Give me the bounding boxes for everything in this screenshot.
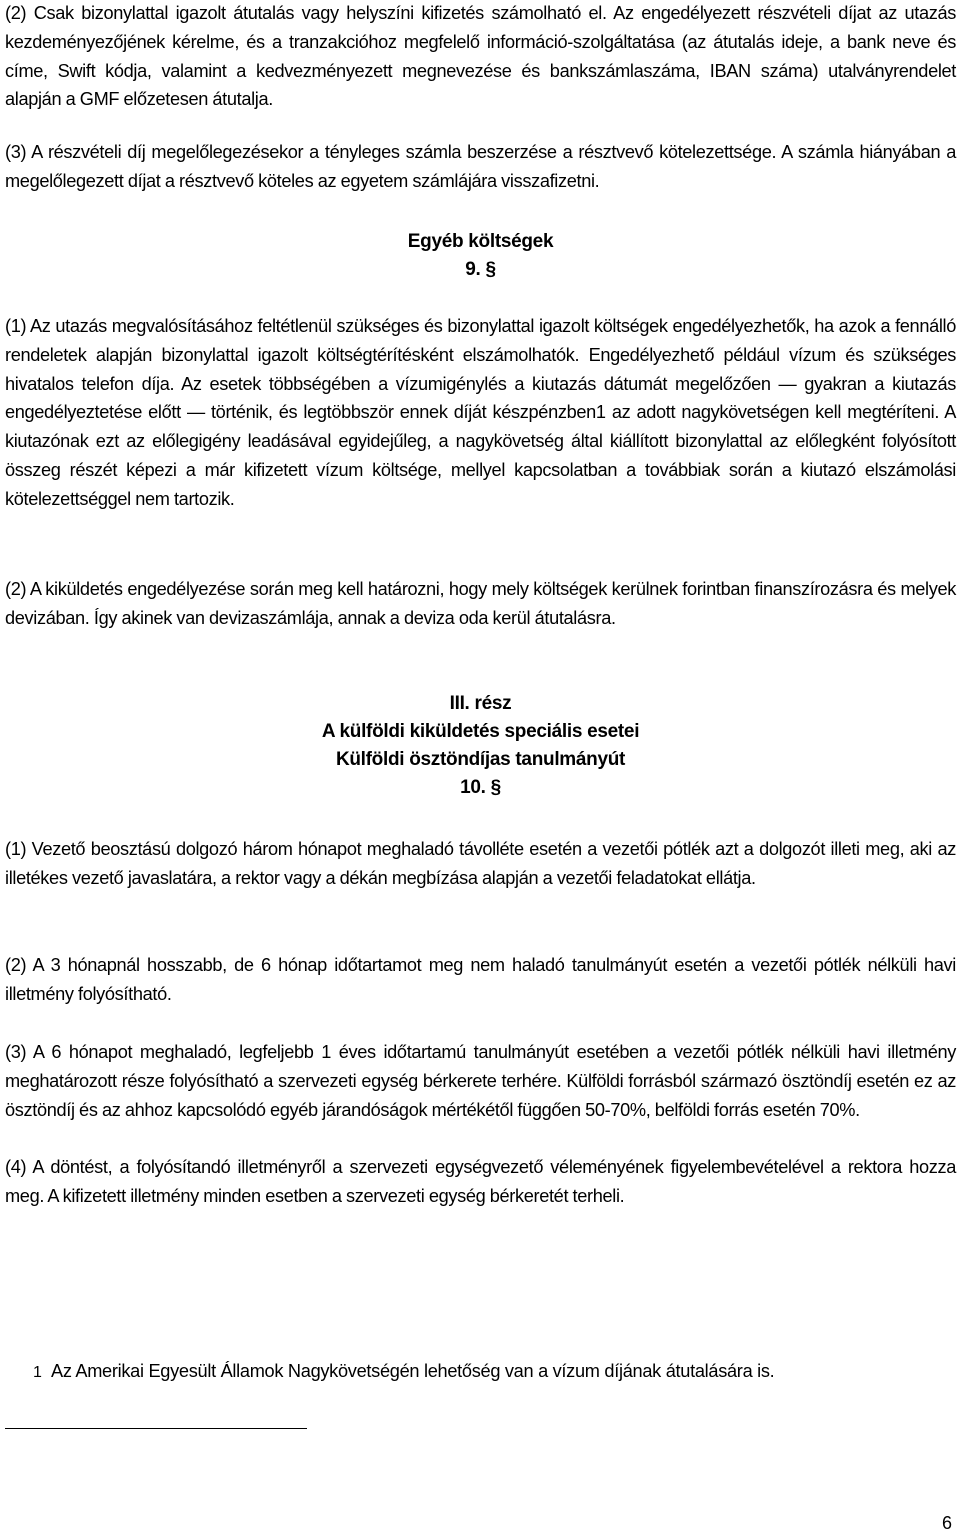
paragraph-8-3: (3) A részvételi díj megelőlegezésekor a tényleges számla beszerzése a résztvevő kötelezettsége. A számla hiányában a megelőlegezett díjat a résztvevő köteles az egyetem számlájára visszafizetni.: [5, 142, 956, 191]
part-3-title: A külföldi kiküldetés speciális esetei: [321, 721, 640, 742]
part-3-subtitle: Külföldi ösztöndíjas tanulmányút: [335, 749, 626, 770]
paragraph-10-1: (1) Vezető beosztású dolgozó három hónapot meghaladó távolléte esetén a vezetői pótlék azt a dolgozót illeti meg, aki az illetékes vezető javaslatára, a rektor vagy a dékán megbízása alapján a vezetői feladatokat ellátja.: [5, 839, 956, 888]
paragraph-10-3: (3) A 6 hónapot meghaladó, legfeljebb 1 éves időtartamú tanulmányút esetében a vezetői pótlék nélküli havi illetmény meghatározott része folyósítható a szervezeti egység bérkerete terhére. Külföldi forrásból származó ösztöndíj esetén ez az ösztöndíj és az ahhoz kapcsolódó egyéb járandóságok mértékétől függően 50-70%, belföldi forrás esetén 70%.: [5, 1042, 956, 1120]
paragraph-10-2: (2) A 3 hónapnál hosszabb, de 6 hónap időtartamot meg nem haladó tanulmányút esetén a vezetői pótlék nélküli havi illetmény folyósítható.: [5, 955, 956, 1004]
paragraph-9-1: (1) Az utazás megvalósításához feltétlenül szükséges és bizonylattal igazolt költségek engedélyezhetők, ha azok a fennálló rendeletek alapján bizonylattal igazolt költségtérítésként elszámolhatók. Engedélyezhető például vízum és szükséges hivatalos telefon díja. Az esetek többségében a vízumigénylés a kiutazás dátumát megelőzően — gyakran a kiutazás engedélyeztetése előtt — történik, és legtöbbször ennek díját készpénzben1 az adott nagykövetségen kell megtéríteni. A kiutazónak ezt az előlegigény leadásával egyidejűleg, a nagykövetség által kiállított bizonylattal az előlegként folyósított összeg részét képezi a már kifizetett vízum költsége, mellyel kapcsolatban a továbbiak során a kiutazó elszámolási kötelezettséggel nem tartozik.: [5, 316, 956, 509]
footnote-text: Az Amerikai Egyesült Államok Nagykövetségén lehetőség van a vízum díjának átutalására is.: [51, 1361, 775, 1381]
section-10-heading: 10. §: [460, 777, 501, 798]
section-9-heading: 9. §: [465, 259, 496, 280]
footnote: [33, 1357, 774, 1387]
paragraph-10-4: (4) A döntést, a folyósítandó illetményről a szervezeti egységvezető véleményének figyelembevételével a rektora hozza meg. A kifizetett illetmény minden esetben a szervezeti egység bérkeretét terheli.: [5, 1157, 956, 1206]
footnote-separator: [5, 1428, 307, 1429]
paragraph-9-2: (2) A kiküldetés engedélyezése során meg kell határozni, hogy mely költségek kerülnek forintban finanszírozásra és melyek devizában. Így akinek van devizaszámlája, annak a deviza oda kerül átutalásra.: [5, 579, 956, 628]
paragraph-8-2: (2) Csak bizonylattal igazolt átutalás vagy helyszíni kifizetés számolható el. Az engedélyezett részvételi díjat az utazás kezdeményezőjének kérelme, és a tranzakcióhoz megfelelő információ-szolgáltatása (az átutalás ideje, a bank neve és címe, Swift kódja, valamint a kedvezményezett megnevezése és bankszámlaszáma, IBAN száma) utalványrendelet alapján a GMF előzetesen átutalja.: [5, 3, 956, 110]
heading-egyeb-koltsegek: Egyéb költségek: [407, 231, 554, 252]
part-3-heading: III. rész: [449, 693, 512, 714]
page-number: 6: [941, 1513, 952, 1533]
footnote-marker: 1: [33, 1364, 42, 1381]
